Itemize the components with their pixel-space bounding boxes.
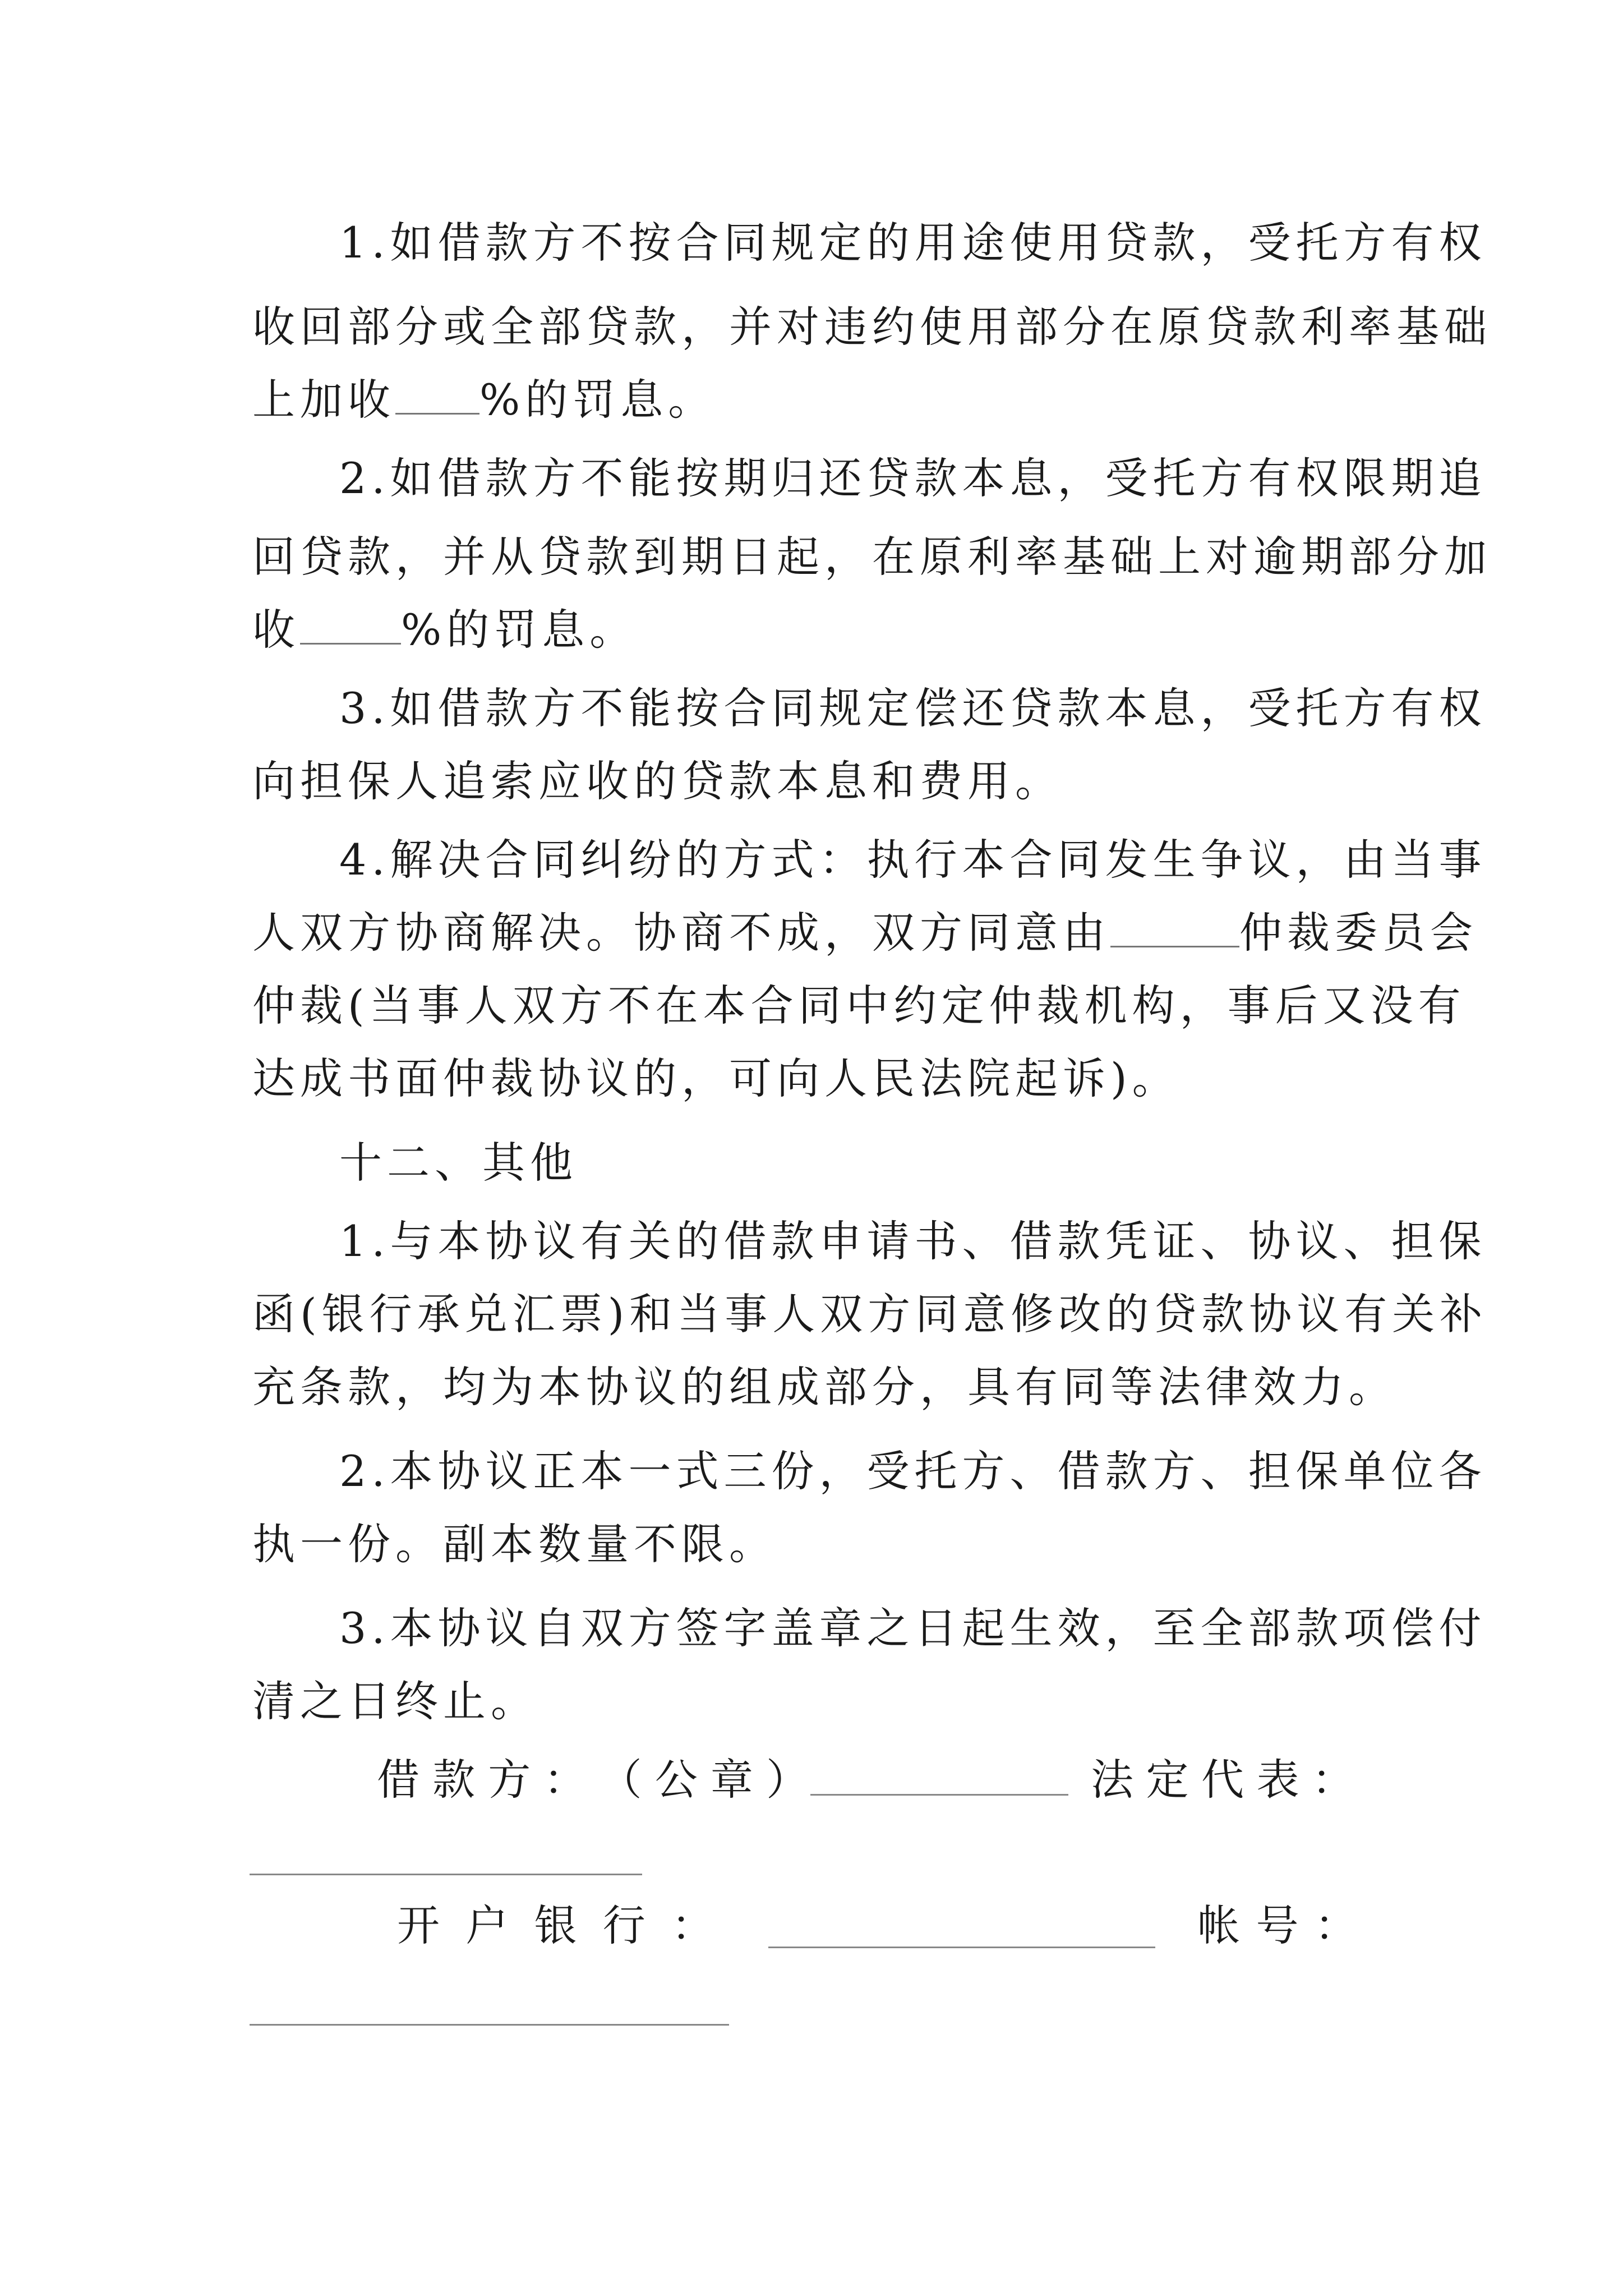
clause-4-line-1: 4.解决合同纠纷的方式：执行本合同发生争议，由当事	[339, 835, 1487, 885]
account-number-line[interactable]	[250, 2024, 729, 2026]
arbitration-committee-blank[interactable]	[1110, 907, 1239, 947]
clause-4-line-2	[252, 902, 1478, 964]
section-12-item-3-line-1: 3.本协议自双方签字盖章之日起生效，至全部款项偿付	[339, 1603, 1487, 1653]
clause-2-line-2: 回贷款，并从贷款到期日起，在原利率基础上对逾期部分加	[252, 532, 1492, 582]
legal-representative-label: 法 定 代 表 ：	[1091, 1755, 1354, 1805]
clause-1-line-1: 1.如借款方不按合同规定的用途使用贷款，受托方有权	[339, 218, 1487, 268]
section-12-item-3-line-2: 清之日终止。	[252, 1676, 538, 1726]
opening-bank-label: 开 户 银 行 ：	[397, 1901, 714, 1950]
legal-representative-line[interactable]	[250, 1874, 642, 1875]
opening-bank-line[interactable]	[768, 1947, 1155, 1948]
borrower-seal-label: 借 款 方 ： （ 公 章 ）	[377, 1755, 809, 1805]
section-12-item-2-line-2: 执一份。副本数量不限。	[252, 1519, 777, 1569]
clause-2-line-3-post: %的罚息。	[401, 605, 638, 655]
clause-4-line-4: 达成书面仲裁协议的，可向人民法院起诉)。	[252, 1053, 1180, 1103]
clause-4-line-2-pre: 人双方协商解决。协商不成，双方同意由	[252, 908, 1110, 958]
section-12-item-2-line-1: 2.本协议正本一式三份，受托方、借款方、担保单位各	[339, 1446, 1487, 1496]
penalty-rate-blank-2[interactable]	[300, 604, 401, 645]
clause-1-line-3	[252, 369, 1385, 431]
clause-2-line-3	[252, 599, 1385, 661]
clause-4-line-3: 仲裁(当事人双方不在本合同中约定仲裁机构，事后又没有	[252, 981, 1466, 1030]
section-12-item-1-line-1: 1.与本协议有关的借款申请书、借款凭证、协议、担保	[339, 1216, 1487, 1266]
section-12-item-1-line-2: 函(银行承兑汇票)和当事人双方同意修改的贷款协议有关补	[252, 1289, 1488, 1339]
clause-1-line-3-pre: 上加收	[252, 375, 395, 425]
section-12-item-1-line-3: 充条款，均为本协议的组成部分，具有同等法律效力。	[252, 1362, 1396, 1412]
clause-2-line-3-pre: 收	[252, 605, 300, 655]
account-number-label: 帐 号 ：	[1197, 1901, 1357, 1950]
clause-1-line-2: 收回部分或全部贷款，并对违约使用部分在原贷款利率基础	[252, 302, 1492, 352]
clause-2-line-1: 2.如借款方不能按期归还贷款本息，受托方有权限期追	[339, 453, 1487, 503]
clause-4-line-2-post: 仲裁委员会	[1239, 908, 1478, 958]
clause-3-line-2: 向担保人追索应收的贷款本息和费用。	[252, 756, 1063, 806]
clause-1-line-3-post: %的罚息。	[479, 375, 716, 425]
clause-3-line-1: 3.如借款方不能按合同规定偿还贷款本息，受托方有权	[339, 683, 1487, 733]
section-12-heading: 十二、其他	[339, 1138, 578, 1188]
penalty-rate-blank-1[interactable]	[395, 374, 479, 415]
borrower-seal-line[interactable]	[810, 1794, 1068, 1796]
